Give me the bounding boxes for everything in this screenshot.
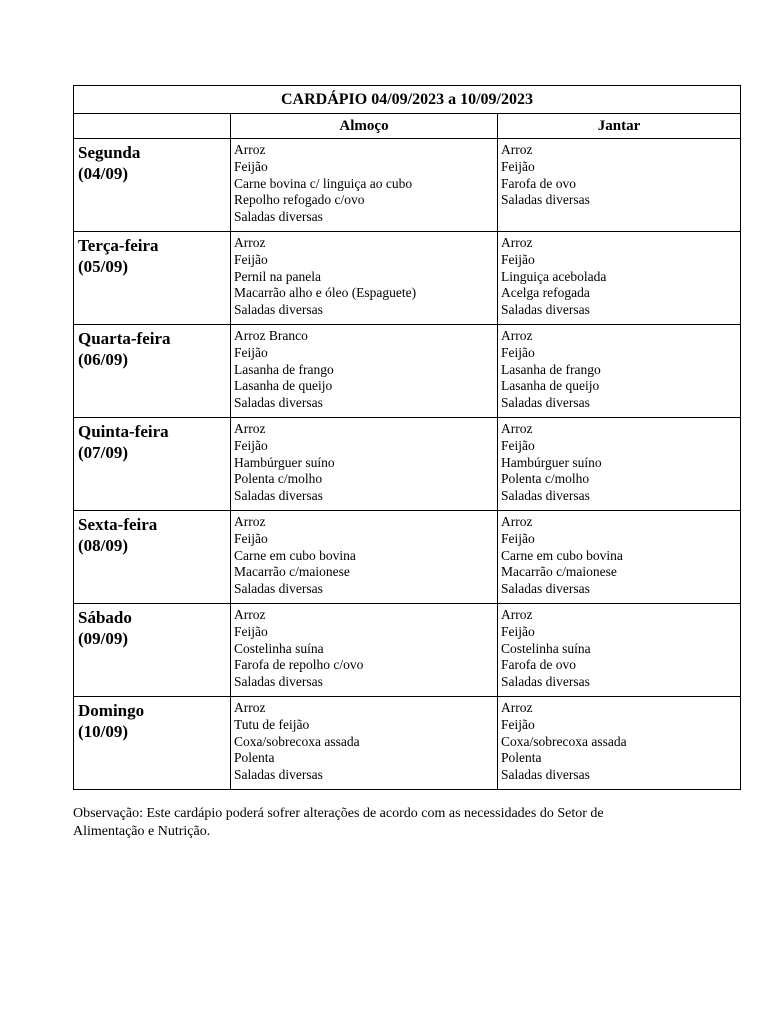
- day-row: [74, 511, 741, 604]
- lunch-item: Carne bovina c/ linguiça ao cubo: [234, 175, 413, 191]
- lunch-cell: [231, 325, 498, 418]
- lunch-cell: [231, 697, 498, 790]
- dinner-cell: [498, 139, 741, 232]
- lunch-item: Carne em cubo bovina: [234, 547, 356, 563]
- lunch-item: Tutu de feijão: [234, 716, 310, 732]
- dinner-item: Arroz: [501, 142, 533, 157]
- dinner-item: Feijão: [501, 716, 535, 732]
- menu-table: [73, 85, 741, 790]
- lunch-item: Feijão: [234, 251, 268, 267]
- header-empty-cell: [74, 114, 231, 139]
- lunch-item: Saladas diversas: [234, 674, 323, 690]
- dinner-item: Arroz: [501, 607, 533, 622]
- day-row: [74, 697, 741, 790]
- day-cell: [74, 232, 231, 325]
- day-cell: [74, 697, 231, 790]
- dinner-item: Polenta: [501, 750, 542, 766]
- header-row: [74, 114, 741, 139]
- day-date: (08/09): [78, 536, 129, 555]
- day-cell: [74, 139, 231, 232]
- lunch-cell: [231, 232, 498, 325]
- dinner-item: Carne em cubo bovina: [501, 547, 623, 563]
- dinner-item: Feijão: [501, 158, 535, 174]
- lunch-cell: [231, 604, 498, 697]
- lunch-item: Farofa de repolho c/ovo: [234, 657, 364, 673]
- dinner-cell: [498, 418, 741, 511]
- dinner-item: Saladas diversas: [501, 581, 590, 597]
- dinner-item: Arroz: [501, 235, 533, 250]
- lunch-item: Feijão: [234, 530, 268, 546]
- dinner-item: Polenta c/molho: [501, 471, 590, 487]
- dinner-item: Feijão: [501, 623, 535, 639]
- day-date: (09/09): [78, 629, 129, 648]
- lunch-item: Hambúrguer suíno: [234, 454, 335, 470]
- dinner-item: Feijão: [501, 437, 535, 453]
- day-cell: [74, 511, 231, 604]
- lunch-item: Repolho refogado c/ovo: [234, 192, 365, 208]
- dinner-cell: [498, 232, 741, 325]
- lunch-item: Arroz: [234, 514, 266, 529]
- lunch-item: Saladas diversas: [234, 395, 323, 411]
- dinner-item: Lasanha de frango: [501, 361, 601, 377]
- dinner-item: Arroz: [501, 328, 533, 343]
- dinner-cell: [498, 604, 741, 697]
- header-lunch: Almoço: [231, 114, 498, 139]
- lunch-item: Saladas diversas: [234, 488, 323, 504]
- dinner-item: Saladas diversas: [501, 192, 590, 208]
- dinner-item: Linguiça acebolada: [501, 268, 607, 284]
- day-date: (06/09): [78, 350, 129, 369]
- dinner-item: Saladas diversas: [501, 674, 590, 690]
- lunch-item: Feijão: [234, 344, 268, 360]
- dinner-item: Lasanha de queijo: [501, 378, 600, 394]
- day-row: [74, 604, 741, 697]
- dinner-item: Feijão: [501, 530, 535, 546]
- lunch-item: Lasanha de frango: [234, 361, 334, 377]
- observation-note: Observação: Este cardápio poderá sofrer alterações de acordo com as necessidades do Setor de Alimentação e Nutrição.: [73, 806, 604, 839]
- day-date: (04/09): [78, 164, 129, 183]
- day-name: Quinta-feira: [78, 422, 169, 441]
- day-name: Terça-feira: [78, 236, 159, 255]
- day-date: (05/09): [78, 257, 129, 276]
- dinner-item: Feijão: [501, 251, 535, 267]
- lunch-item: Macarrão alho e óleo (Espaguete): [234, 285, 417, 301]
- lunch-item: Saladas diversas: [234, 767, 323, 783]
- lunch-item: Lasanha de queijo: [234, 378, 333, 394]
- lunch-cell: [231, 511, 498, 604]
- lunch-item: Feijão: [234, 437, 268, 453]
- lunch-item: Feijão: [234, 158, 268, 174]
- dinner-item: Saladas diversas: [501, 488, 590, 504]
- dinner-item: Arroz: [501, 514, 533, 529]
- header-dinner: Jantar: [498, 114, 741, 139]
- lunch-item: Saladas diversas: [234, 302, 323, 318]
- day-row: [74, 232, 741, 325]
- lunch-cell: [231, 139, 498, 232]
- day-row: [74, 325, 741, 418]
- day-name: Sexta-feira: [78, 515, 158, 534]
- lunch-item: Arroz: [234, 235, 266, 250]
- lunch-cell: [231, 418, 498, 511]
- day-name: Segunda: [78, 143, 141, 162]
- lunch-item: Macarrão c/maionese: [234, 564, 350, 580]
- dinner-item: Macarrão c/maionese: [501, 564, 617, 580]
- day-name: Quarta-feira: [78, 329, 171, 348]
- dinner-item: Saladas diversas: [501, 395, 590, 411]
- dinner-cell: [498, 325, 741, 418]
- dinner-item: Farofa de ovo: [501, 175, 576, 191]
- day-cell: [74, 604, 231, 697]
- lunch-item: Arroz: [234, 142, 266, 157]
- dinner-item: Costelinha suína: [501, 640, 591, 656]
- day-cell: [74, 418, 231, 511]
- day-row: [74, 418, 741, 511]
- day-name: Sábado: [78, 608, 132, 627]
- dinner-item: Farofa de ovo: [501, 657, 576, 673]
- lunch-item: Polenta: [234, 750, 275, 766]
- dinner-item: Saladas diversas: [501, 767, 590, 783]
- dinner-cell: [498, 511, 741, 604]
- title-row: [74, 86, 741, 114]
- lunch-item: Arroz: [234, 700, 266, 715]
- lunch-item: Saladas diversas: [234, 581, 323, 597]
- dinner-item: Arroz: [501, 421, 533, 436]
- lunch-item: Polenta c/molho: [234, 471, 323, 487]
- dinner-cell: [498, 697, 741, 790]
- menu-body: [74, 86, 741, 790]
- lunch-item: Saladas diversas: [234, 209, 323, 225]
- lunch-item: Arroz: [234, 607, 266, 622]
- dinner-item: Saladas diversas: [501, 302, 590, 318]
- day-row: [74, 139, 741, 232]
- day-date: (10/09): [78, 722, 129, 741]
- dinner-item: Arroz: [501, 700, 533, 715]
- lunch-item: Coxa/sobrecoxa assada: [234, 733, 360, 749]
- day-name: Domingo: [78, 701, 145, 720]
- lunch-item: Feijão: [234, 623, 268, 639]
- dinner-item: Hambúrguer suíno: [501, 454, 602, 470]
- dinner-item: Coxa/sobrecoxa assada: [501, 733, 627, 749]
- day-cell: [74, 325, 231, 418]
- lunch-item: Arroz Branco: [234, 328, 308, 343]
- menu-title: CARDÁPIO 04/09/2023 a 10/09/2023: [74, 86, 741, 114]
- lunch-item: Arroz: [234, 421, 266, 436]
- lunch-item: Costelinha suína: [234, 640, 324, 656]
- lunch-item: Pernil na panela: [234, 268, 321, 284]
- day-date: (07/09): [78, 443, 129, 462]
- dinner-item: Feijão: [501, 344, 535, 360]
- dinner-item: Acelga refogada: [501, 285, 590, 301]
